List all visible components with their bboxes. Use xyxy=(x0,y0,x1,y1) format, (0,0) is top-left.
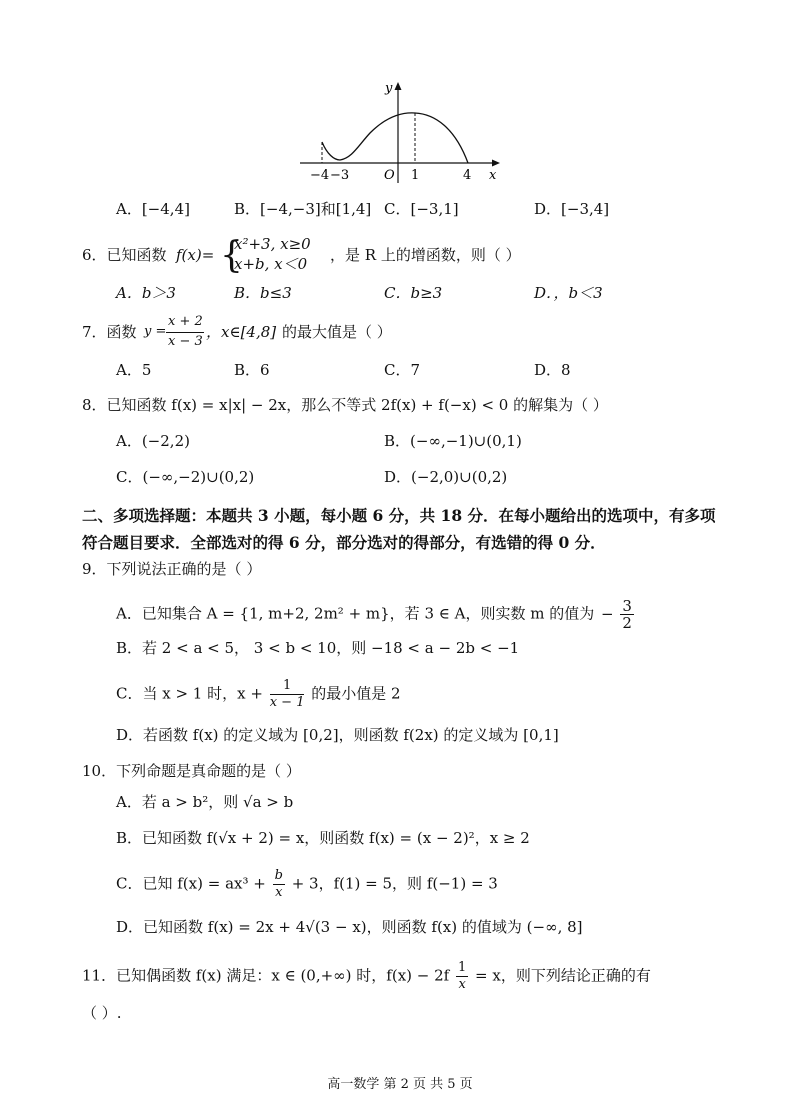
section-2-heading-line-2: 符合题目要求．全部选对的得 6 分，部分选对的得部分，有选错的得 0 分． xyxy=(82,533,606,552)
q6-stem-suffix: ，是 R 上的增函数，则（ ） xyxy=(330,246,521,264)
q6-stem-prefix: 6．已知函数 xyxy=(82,246,167,264)
q7-option-d[interactable]: D．8 xyxy=(534,361,571,379)
q10-option-c-fraction-num: b xyxy=(274,868,283,883)
q6-brace: { xyxy=(220,235,243,276)
q10-option-c-fraction xyxy=(273,868,285,901)
q7-domain: ，x∈[4,8] xyxy=(206,323,277,341)
q6-option-a[interactable]: A．b＞3 xyxy=(116,284,176,302)
q6-case-1: x²+3, x≥0 xyxy=(234,235,311,253)
x-axis-arrow xyxy=(492,160,500,167)
x-axis-label: x xyxy=(489,168,497,183)
q10-option-b[interactable]: B．已知函数 f(√x + 2) = x，则函数 f(x) = (x − 2)²，x ≥ 2 xyxy=(116,829,530,847)
q5-option-b[interactable]: B．[−4,−3]和[1,4] xyxy=(234,200,372,218)
q6-function-name: f(x)= xyxy=(176,246,215,264)
q9-option-c-fraction-num: 1 xyxy=(270,678,305,695)
q7-option-c[interactable]: C．7 xyxy=(384,361,421,379)
q9-option-c-prefix: C．当 x > 1 时，x + xyxy=(116,684,263,703)
q9-option-a-text: A．已知集合 A = {1, m+2, 2m² + m}，若 3 ∈ A，则实数 m 的值为 xyxy=(116,604,595,623)
q11-stem xyxy=(82,960,651,992)
q8-option-a[interactable]: A．(−2,2) xyxy=(116,432,190,450)
section-2-heading-line-1: 二、多项选择题：本题共 3 小题，每小题 6 分，共 18 分．在每小题给出的选项中，有多项 xyxy=(82,506,716,525)
q8-option-d[interactable]: D．(−2,0)∪(0,2) xyxy=(384,468,508,486)
q9-option-a[interactable] xyxy=(116,598,634,630)
q10-option-d[interactable]: D．已知函数 f(x) = 2x + 4√(3 − x)，则函数 f(x) 的值域为 (−∞, 8] xyxy=(116,918,583,936)
y-axis-arrow xyxy=(395,82,402,90)
q9-option-a-minus: − xyxy=(601,604,614,623)
y-axis-label: y xyxy=(385,81,393,96)
q5-option-a[interactable]: A．[−4,4] xyxy=(116,200,190,218)
q9-stem: 9．下列说法正确的是（ ） xyxy=(82,560,262,578)
q9-option-c-fraction xyxy=(270,678,305,711)
q11-fraction-num: 1 xyxy=(457,960,467,975)
q10-option-c-fraction-den: x xyxy=(275,885,283,900)
q8-stem: 8．已知函数 f(x) = x|x| − 2x，那么不等式 2f(x) + f(−x) < 0 的解集为（ ） xyxy=(82,396,608,414)
q7-option-b[interactable]: B．6 xyxy=(234,361,270,379)
q7-y-eq: y = xyxy=(144,324,167,339)
q10-option-a[interactable]: A．若 a > b²，则 √a > b xyxy=(116,793,294,811)
q9-option-a-fraction-den: 2 xyxy=(622,614,632,632)
tick-label-neg3: −3 xyxy=(330,168,350,183)
tick-label-1: 1 xyxy=(411,168,420,183)
q10-option-c[interactable] xyxy=(116,868,498,900)
q9-option-c-suffix: 的最小值是 2 xyxy=(311,684,401,703)
q11-fraction-den: x xyxy=(458,977,466,992)
page-footer: 高一数学 第 2 页 共 5 页 xyxy=(327,1077,473,1092)
q5-option-d[interactable]: D．[−3,4] xyxy=(534,200,610,218)
q7-fraction-denominator: x − 3 xyxy=(168,334,203,349)
q6-case-2: x+b, x＜0 xyxy=(234,255,308,273)
q6-option-b[interactable]: B．b≤3 xyxy=(234,284,292,302)
q8-option-b[interactable]: B．(−∞,−1)∪(0,1) xyxy=(384,432,522,450)
q11-fraction xyxy=(456,960,468,993)
q10-option-c-prefix: C．已知 f(x) = ax³ + xyxy=(116,874,266,893)
q7-stem-prefix: 7．函数 xyxy=(82,323,137,341)
function-curve xyxy=(322,113,468,163)
q11-stem-suffix: = x，则下列结论正确的有 xyxy=(475,966,651,985)
q9-option-a-fraction xyxy=(620,598,634,631)
tick-label-4: 4 xyxy=(463,168,472,183)
q6-option-c[interactable]: C．b≥3 xyxy=(384,284,443,302)
tick-label-neg4: −4 xyxy=(310,168,330,183)
q7-fraction-numerator: x + 2 xyxy=(168,314,203,329)
q7-option-a[interactable]: A．5 xyxy=(116,361,152,379)
q10-stem: 10．下列命题是真命题的是（ ） xyxy=(82,762,301,780)
q5-option-c[interactable]: C．[−3,1] xyxy=(384,200,459,218)
q9-option-d[interactable]: D．若函数 f(x) 的定义域为 [0,2]，则函数 f(2x) 的定义域为 [0,1] xyxy=(116,726,559,744)
q11-stem-prefix: 11．已知偶函数 f(x) 满足：x ∈ (0,+∞) 时，f(x) − 2f xyxy=(82,966,450,985)
q9-option-c-fraction-den: x − 1 xyxy=(269,695,305,710)
q9-option-c[interactable] xyxy=(116,678,401,710)
origin-label: O xyxy=(384,168,395,183)
q8-option-c[interactable]: C．(−∞,−2)∪(0,2) xyxy=(116,468,255,486)
function-graph xyxy=(290,78,510,190)
q9-option-b[interactable]: B．若 2 < a < 5， 3 < b < 10，则 −18 < a − 2b < −1 xyxy=(116,639,520,657)
q11-answer-blank: （ ）. xyxy=(82,1004,122,1022)
q7-stem-suffix: 的最大值是（ ） xyxy=(282,323,392,341)
q6-option-d[interactable]: D．，b＜3 xyxy=(534,284,603,302)
q9-option-a-fraction-num: 3 xyxy=(622,597,632,615)
q10-option-c-suffix: + 3，f(1) = 5，则 f(−1) = 3 xyxy=(291,874,498,893)
